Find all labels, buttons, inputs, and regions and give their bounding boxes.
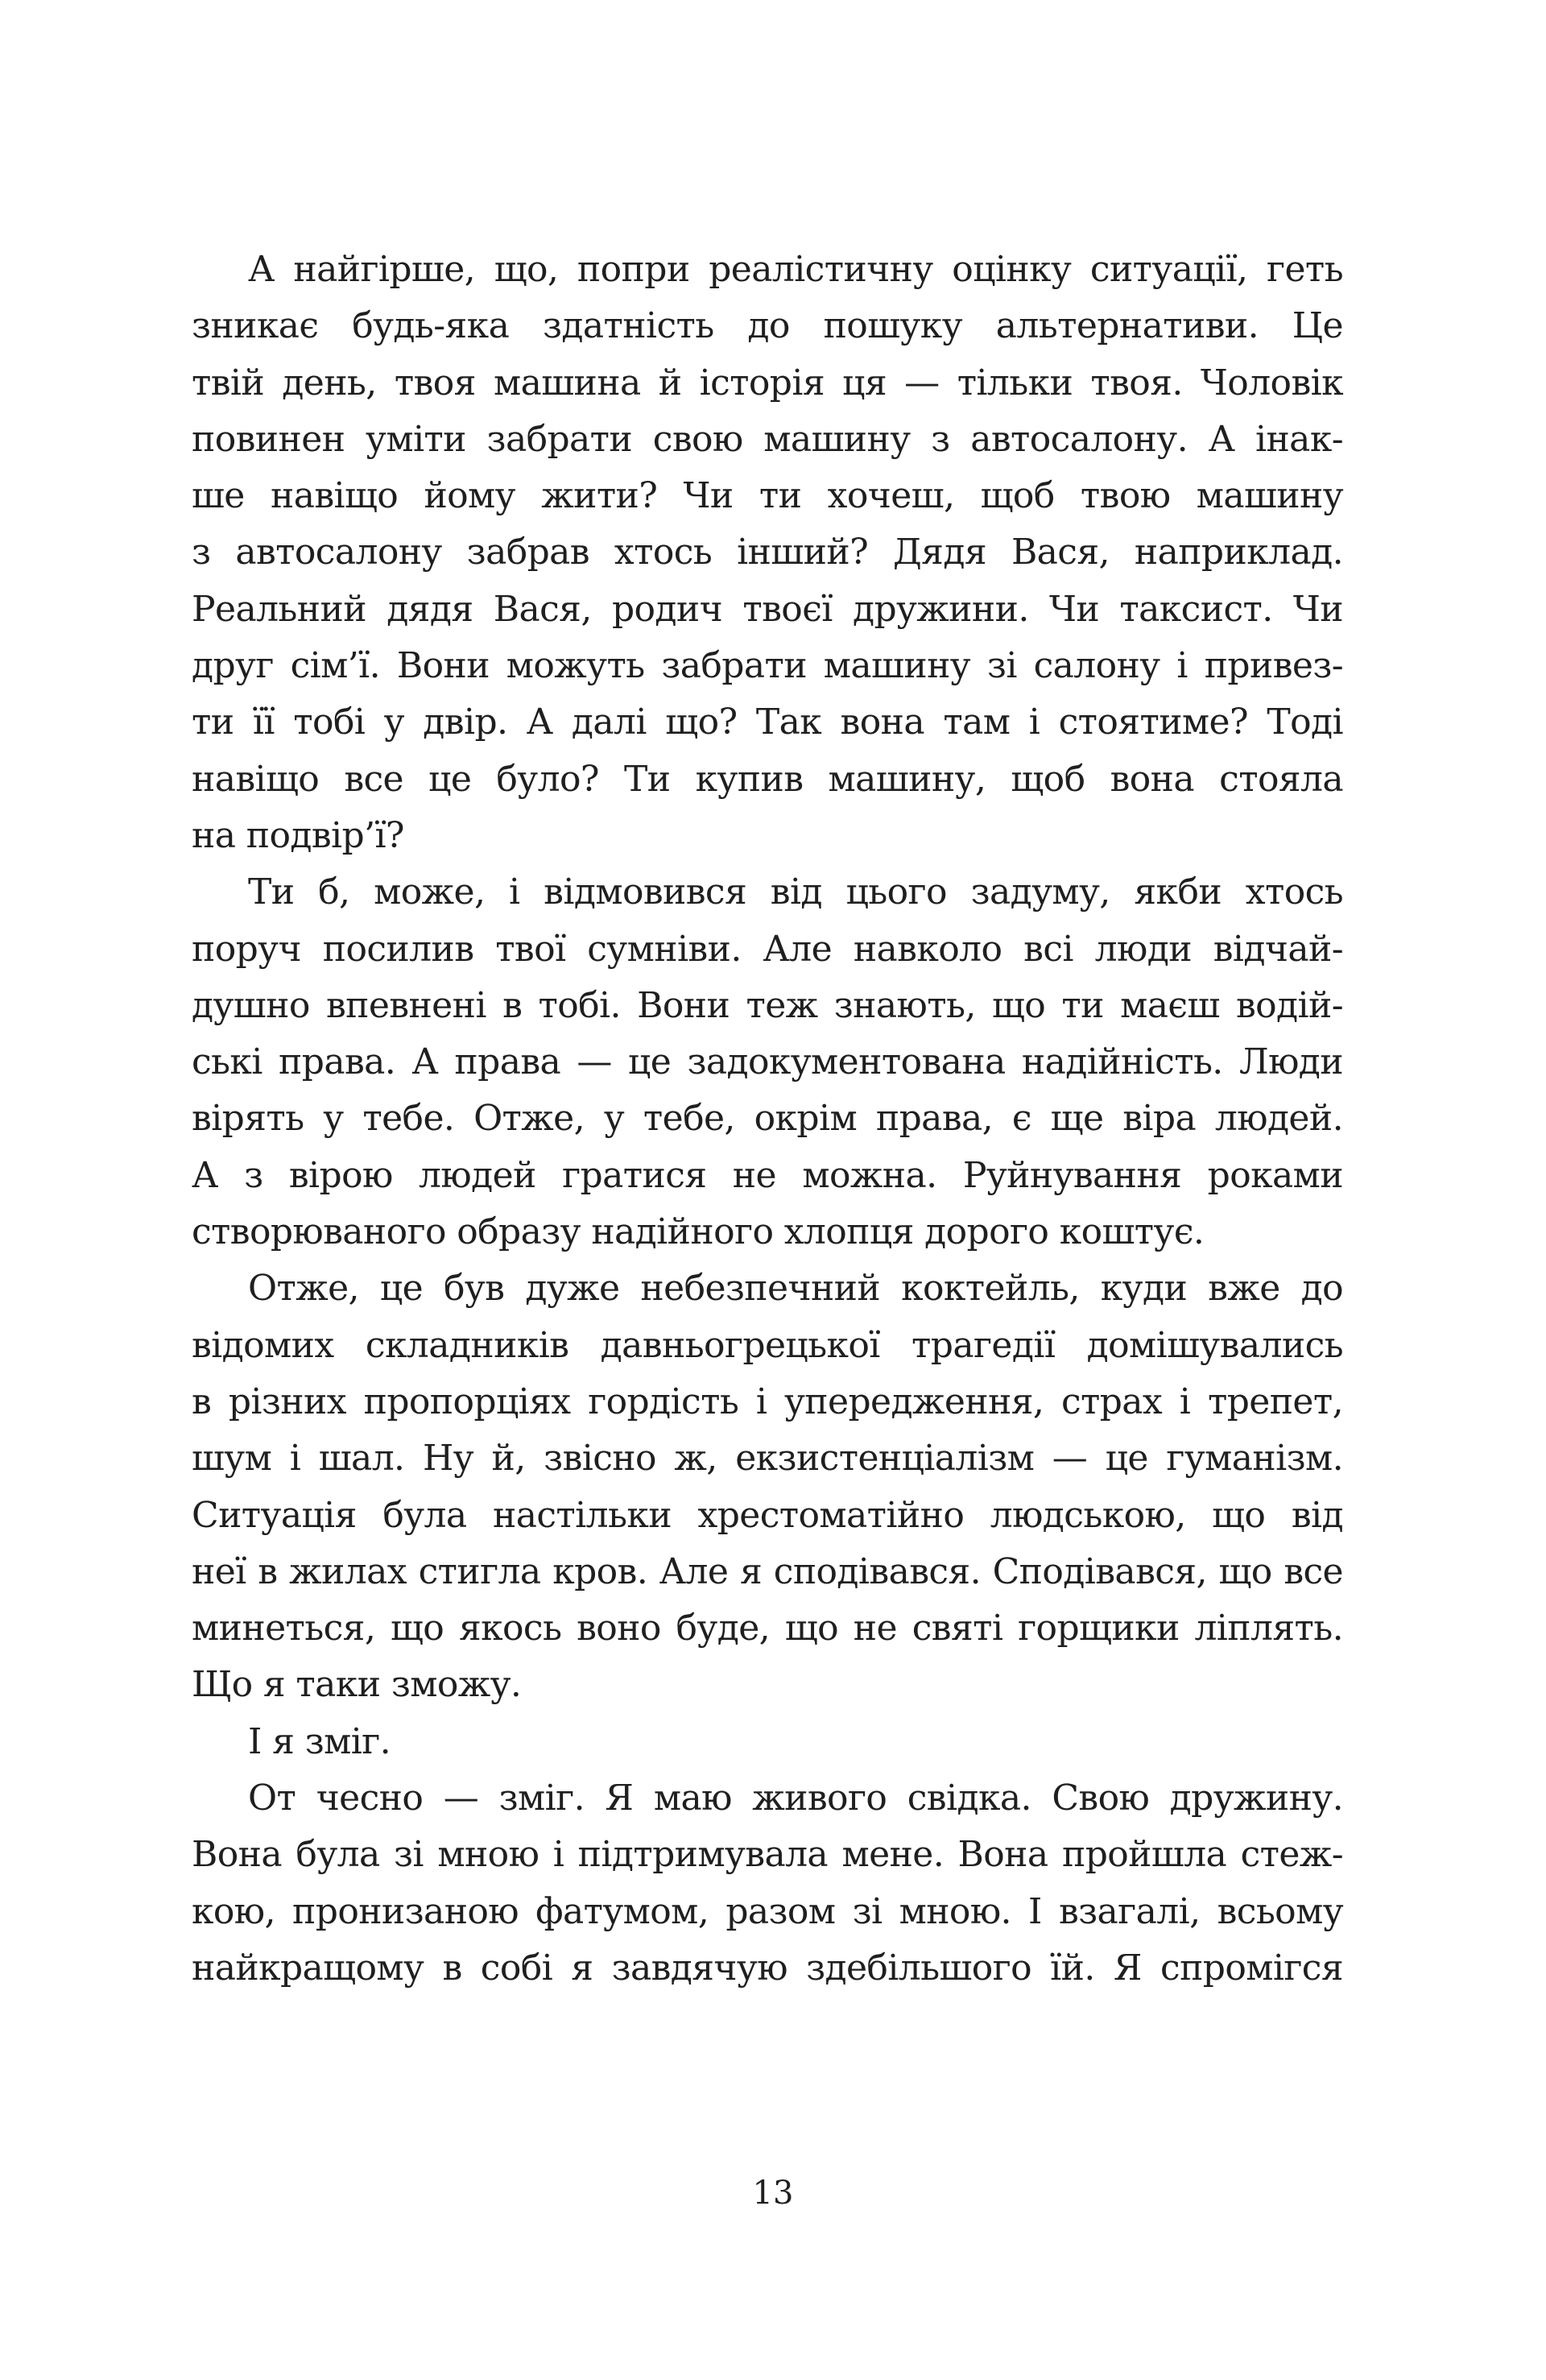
text-line: ти її тобі у двір. А далі що? Так вона там і стоятиме? Тоді xyxy=(192,702,1343,743)
text-line: шум і шал. Ну й, звісно ж, екзистенціалізм — це гуманізм. xyxy=(192,1438,1343,1480)
text-line: ше навіщо йому жити? Чи ти хочеш, щоб твою машину xyxy=(192,475,1343,517)
text-line: кою, пронизаною фатумом, разом зі мною. І взагалі, всьому xyxy=(192,1890,1343,1932)
text-line: Що я таки зможу. xyxy=(192,1664,522,1706)
text-line: вірять у тебе. Отже, у тебе, окрім права, є ще віра людей. xyxy=(192,1098,1343,1140)
text-line: А найгірше, що, попри реалістичну оцінку ситуації, геть xyxy=(248,249,1343,290)
text-line: відомих складників давньогрецької трагедії домішувались xyxy=(192,1324,1343,1366)
text-line: з автосалону забрав хтось інший? Дядя Вася, наприклад. xyxy=(192,532,1343,573)
text-line: ські права. А права — це задокументована надійність. Люди xyxy=(192,1041,1343,1083)
text-line: Ти б, може, і відмовився від цього задуму, якби хтось xyxy=(248,871,1343,913)
text-line: І я зміг. xyxy=(248,1720,391,1762)
body-text xyxy=(192,242,1343,1997)
text-line: зникає будь-яка здатність до пошуку альтернативи. Це xyxy=(192,305,1343,347)
text-line: От чесно — зміг. Я маю живого свідка. Свою дружину. xyxy=(248,1778,1343,1819)
text-line: неї в жилах стигла кров. Але я сподівався. Сподівався, що все xyxy=(192,1550,1343,1592)
text-line: Отже, це був дуже небезпечний коктейль, куди вже до xyxy=(248,1268,1343,1310)
text-line: створюваного образу надійного хлопця дорого коштує. xyxy=(192,1211,1205,1253)
text-line: на подвір’ї? xyxy=(192,814,404,856)
text-line: А з вірою людей гратися не можна. Руйнування роками xyxy=(192,1154,1343,1196)
text-line: повинен уміти забрати свою машину з автосалону. А інак- xyxy=(192,418,1343,460)
text-line: поруч посилив твої сумніви. Але навколо всі люди відчай- xyxy=(192,928,1343,970)
text-line: Ситуація була настільки хрестоматійно людською, що від xyxy=(192,1494,1343,1536)
text-line: друг сім’ї. Вони можуть забрати машину зі салону і привез- xyxy=(192,645,1343,687)
text-line: найкращому в собі я завдячую здебільшого їй. Я спромігся xyxy=(192,1947,1343,1989)
text-line: навіщо все це було? Ти купив машину, щоб вона стояла xyxy=(192,758,1343,800)
text-line: Реальний дядя Вася, родич твоєї дружини. Чи таксист. Чи xyxy=(192,588,1343,630)
text-line: в різних пропорціях гордість і упередження, страх і трепет, xyxy=(192,1380,1343,1422)
text-line: твій день, твоя машина й історія ця — тільки твоя. Чоловік xyxy=(192,362,1343,404)
text-line: душно впевнені в тобі. Вони теж знають, що ти маєш водій- xyxy=(192,984,1343,1026)
page-number: 13 xyxy=(752,2175,794,2212)
text-line: минеться, що якось воно буде, що не святі горщики ліплять. xyxy=(192,1608,1343,1649)
text-line: Вона була зі мною і підтримувала мене. Вона пройшла стеж- xyxy=(192,1834,1343,1876)
